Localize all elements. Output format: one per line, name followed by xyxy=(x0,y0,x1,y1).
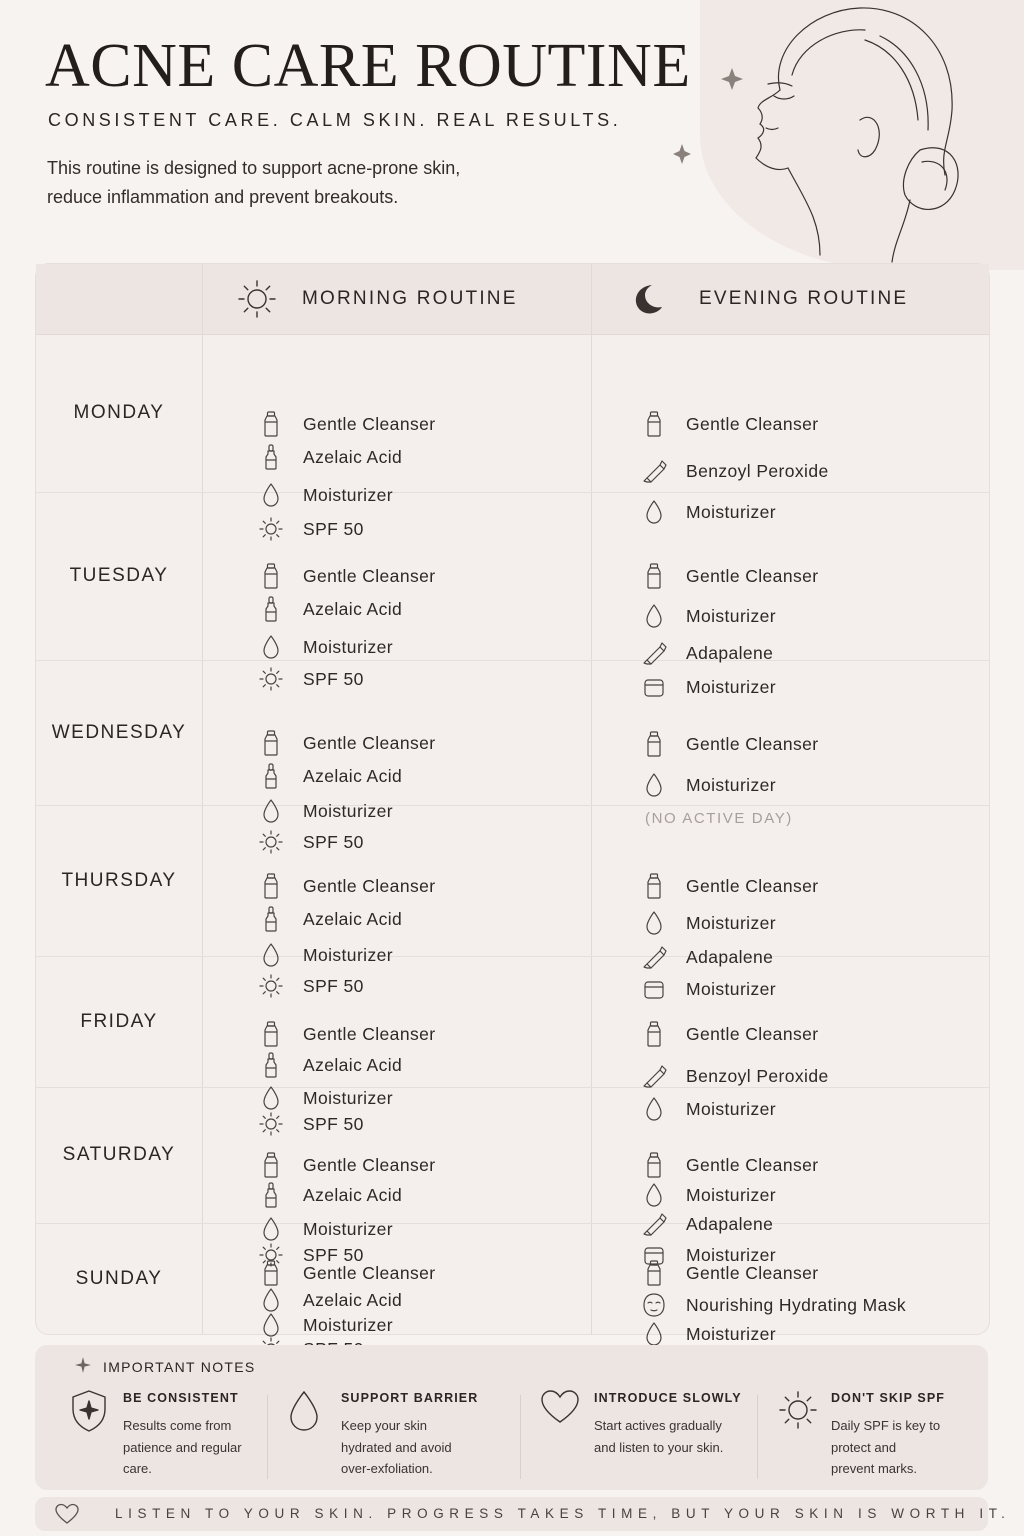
droplet-icon xyxy=(642,1182,666,1208)
droplet-icon xyxy=(642,1321,666,1347)
morning-step-label: Azelaic Acid xyxy=(303,446,403,467)
droplet-icon xyxy=(259,634,283,660)
morning-step xyxy=(259,444,403,470)
no-active-day-note: (NO ACTIVE DAY) xyxy=(645,810,793,827)
droplet-icon xyxy=(642,772,666,798)
moon-icon xyxy=(631,282,665,316)
footer-text: LISTEN TO YOUR SKIN. PROGRESS TAKES TIME, BUT YOUR SKIN IS WORTH IT. xyxy=(115,1506,1011,1521)
morning-step-label: Azelaic Acid xyxy=(303,1289,403,1310)
evening-step-label: Gentle Cleanser xyxy=(686,1023,819,1044)
morning-step xyxy=(259,1021,436,1047)
morning-step-label: Gentle Cleanser xyxy=(303,1154,436,1175)
evening-step-label: Gentle Cleanser xyxy=(686,875,819,896)
note-body: Results come from patience and regular care. xyxy=(123,1418,242,1476)
cleanser-bottle-icon xyxy=(642,1260,666,1286)
day-row-wednesday xyxy=(36,660,989,852)
cleanser-bottle-icon xyxy=(642,563,666,589)
evening-step-label: Moisturizer xyxy=(686,501,776,522)
evening-step xyxy=(642,873,819,899)
tube-icon xyxy=(642,458,666,484)
day-row-tuesday xyxy=(36,492,989,697)
routine-table xyxy=(35,263,990,1344)
cleanser-bottle-icon xyxy=(642,1152,666,1178)
morning-step xyxy=(259,873,436,899)
morning-step-label: Gentle Cleanser xyxy=(303,732,436,753)
evening-step-label: Adapalene xyxy=(686,946,774,967)
morning-step-label: Gentle Cleanser xyxy=(303,413,436,434)
heart-icon xyxy=(55,1503,79,1530)
cleanser-bottle-icon xyxy=(259,411,283,437)
evening-step-label: Nourishing Hydrating Mask xyxy=(686,1294,907,1315)
morning-step xyxy=(259,563,436,589)
day-label: WEDNESDAY xyxy=(51,721,187,743)
morning-step xyxy=(259,411,436,437)
cleanser-bottle-icon xyxy=(642,1021,666,1047)
cleanser-bottle-icon xyxy=(259,1152,283,1178)
evening-step-label: Moisturizer xyxy=(686,1098,776,1119)
evening-step-label: Benzoyl Peroxide xyxy=(686,460,829,481)
page-subtitle: CONSISTENT CARE. CALM SKIN. REAL RESULTS. xyxy=(48,110,622,130)
notes-heading-text: IMPORTANT NOTES xyxy=(103,1358,256,1375)
morning-step-label: SPF 50 xyxy=(303,975,364,996)
cleanser-bottle-icon xyxy=(642,731,666,757)
evening-step-label: Gentle Cleanser xyxy=(686,565,819,586)
morning-step-label: Azelaic Acid xyxy=(303,1054,403,1075)
evening-routine-label: EVENING ROUTINE xyxy=(699,288,909,309)
morning-step-label: Azelaic Acid xyxy=(303,1184,403,1205)
morning-step-label: Azelaic Acid xyxy=(303,765,403,786)
morning-step-label: SPF 50 xyxy=(303,1113,364,1134)
evening-step-label: Gentle Cleanser xyxy=(686,413,819,434)
morning-step-label: Azelaic Acid xyxy=(303,598,403,619)
droplet-icon xyxy=(259,1287,283,1313)
day-row-monday xyxy=(36,334,989,539)
morning-step xyxy=(259,906,403,932)
evening-step xyxy=(642,603,776,629)
evening-step-label: Moisturizer xyxy=(686,774,776,795)
evening-step-label: Gentle Cleanser xyxy=(686,1262,819,1283)
evening-step-label: Moisturizer xyxy=(686,1323,776,1344)
serum-bottle-icon xyxy=(259,444,283,470)
footer-banner xyxy=(35,1497,1011,1531)
evening-step-label: Moisturizer xyxy=(686,1184,776,1205)
morning-step xyxy=(259,1152,436,1178)
day-label: SUNDAY xyxy=(75,1267,163,1289)
morning-step-label: Moisturizer xyxy=(303,484,393,505)
evening-step-label: Moisturizer xyxy=(686,605,776,626)
evening-step xyxy=(642,1182,776,1208)
droplet-icon xyxy=(642,603,666,629)
cleanser-bottle-icon xyxy=(259,730,283,756)
note-title: BE CONSISTENT xyxy=(123,1391,239,1405)
day-row-saturday xyxy=(36,1087,989,1265)
tube-icon xyxy=(642,1063,666,1089)
cleanser-bottle-icon xyxy=(642,873,666,899)
morning-step-label: Moisturizer xyxy=(303,1218,393,1239)
face-illustration xyxy=(660,0,1024,262)
intro-text xyxy=(47,154,567,212)
morning-step-label: Gentle Cleanser xyxy=(303,1023,436,1044)
morning-step xyxy=(259,730,436,756)
serum-bottle-icon xyxy=(259,763,283,789)
sparkle-icon xyxy=(75,1357,91,1376)
evening-step-label: Adapalene xyxy=(686,1213,774,1234)
serum-bottle-icon xyxy=(259,1052,283,1078)
note-body: Start actives gradually and listen to your skin. xyxy=(594,1418,724,1455)
evening-step-label: Gentle Cleanser xyxy=(686,1154,819,1175)
day-label: TUESDAY xyxy=(69,565,169,586)
morning-step-label: SPF 50 xyxy=(303,1244,364,1265)
day-row-thursday xyxy=(36,805,989,999)
morning-step xyxy=(259,1260,436,1286)
morning-step-label: Moisturizer xyxy=(303,636,393,657)
day-label: SATURDAY xyxy=(62,1144,176,1165)
note-body: Daily SPF is key to protect and prevent marks. xyxy=(831,1418,941,1476)
evening-step xyxy=(642,731,819,757)
cleanser-bottle-icon xyxy=(259,1021,283,1047)
evening-step-label: Benzoyl Peroxide xyxy=(686,1065,829,1086)
sun-icon xyxy=(777,1389,819,1436)
note-divider xyxy=(757,1395,758,1479)
evening-column-header xyxy=(631,264,908,334)
evening-step-label: Moisturizer xyxy=(686,978,776,999)
cleanser-bottle-icon xyxy=(259,563,283,589)
note-title: SUPPORT BARRIER xyxy=(341,1391,479,1405)
note-title: DON'T SKIP SPF xyxy=(831,1391,945,1405)
day-label: THURSDAY xyxy=(61,869,177,891)
morning-step-label: SPF 50 xyxy=(303,518,364,539)
morning-step-label: Gentle Cleanser xyxy=(303,565,436,586)
cleanser-bottle-icon xyxy=(259,873,283,899)
morning-step-label: Moisturizer xyxy=(303,1087,393,1108)
morning-step xyxy=(259,596,403,622)
morning-step xyxy=(259,634,393,660)
intro-line: This routine is designed to support acne-prone skin, xyxy=(47,158,461,178)
morning-step-label: Azelaic Acid xyxy=(303,908,403,929)
morning-step-label: Moisturizer xyxy=(303,944,393,965)
note-divider xyxy=(520,1395,521,1479)
evening-step-label: Gentle Cleanser xyxy=(686,733,819,754)
sun-icon xyxy=(236,278,278,320)
evening-step xyxy=(642,1021,819,1047)
intro-line: reduce inflammation and prevent breakouts. xyxy=(47,187,399,207)
day-label: MONDAY xyxy=(73,402,165,423)
evening-step xyxy=(642,772,776,798)
droplet-icon xyxy=(287,1389,321,1438)
morning-step xyxy=(259,1052,403,1078)
evening-step xyxy=(642,563,819,589)
heart-icon xyxy=(540,1389,580,1430)
evening-step xyxy=(642,1260,819,1286)
morning-step-label: SPF 50 xyxy=(303,668,364,689)
evening-step xyxy=(642,411,819,437)
serum-bottle-icon xyxy=(259,906,283,932)
evening-step xyxy=(642,1321,776,1347)
morning-step xyxy=(259,1312,393,1338)
evening-step xyxy=(642,1063,829,1089)
morning-column-header xyxy=(236,264,518,334)
evening-step xyxy=(642,910,776,936)
notes-heading xyxy=(75,1357,256,1376)
note-title: INTRODUCE SLOWLY xyxy=(594,1391,742,1405)
serum-bottle-icon xyxy=(259,1182,283,1208)
day-label: FRIDAY xyxy=(80,1010,158,1032)
morning-step xyxy=(259,1287,403,1313)
face-mask-icon xyxy=(642,1292,666,1318)
evening-step xyxy=(642,1152,819,1178)
shield-icon xyxy=(69,1389,109,1438)
morning-step xyxy=(259,1182,403,1208)
droplet-icon xyxy=(259,1312,283,1338)
morning-step xyxy=(259,763,403,789)
morning-step-label: Moisturizer xyxy=(303,800,393,821)
cleanser-bottle-icon xyxy=(642,411,666,437)
evening-step-label: Moisturizer xyxy=(686,912,776,933)
morning-step-label: SPF 50 xyxy=(303,831,364,852)
morning-routine-label: MORNING ROUTINE xyxy=(302,288,518,309)
important-notes xyxy=(35,1345,988,1490)
cleanser-bottle-icon xyxy=(259,1260,283,1286)
serum-bottle-icon xyxy=(259,596,283,622)
morning-step-label: Gentle Cleanser xyxy=(303,875,436,896)
evening-step-label: Adapalene xyxy=(686,642,774,663)
day-row-friday xyxy=(36,956,989,1134)
droplet-icon xyxy=(642,910,666,936)
evening-step xyxy=(642,1292,907,1318)
evening-step-label: Moisturizer xyxy=(686,676,776,697)
morning-step-label: Moisturizer xyxy=(303,1314,393,1335)
morning-step-label: Gentle Cleanser xyxy=(303,1262,436,1283)
evening-step xyxy=(642,458,829,484)
note-body: Keep your skin hydrated and avoid over-exfoliation. xyxy=(341,1418,452,1476)
note-divider xyxy=(267,1395,268,1479)
day-row-sunday xyxy=(36,1223,989,1344)
page-title: ACNE CARE ROUTINE xyxy=(45,32,691,100)
evening-step-label: Moisturizer xyxy=(686,1244,776,1265)
